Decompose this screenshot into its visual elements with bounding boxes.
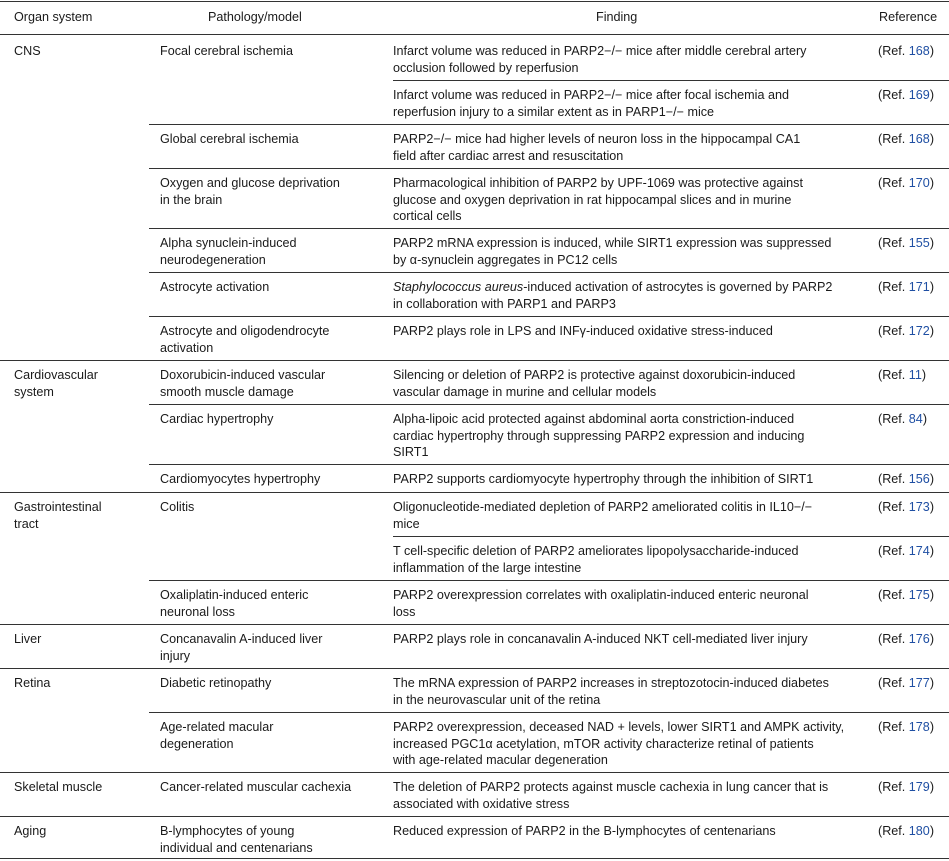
finding-cell: PARP2 overexpression, deceased NAD + levels, lower SIRT1 and AMPK activity, (393, 720, 845, 734)
finding-cell: associated with oxidative stress (393, 796, 570, 811)
pathology-cell: degeneration (160, 736, 234, 751)
reference-link[interactable]: 11 (908, 368, 922, 382)
finding-cell: increased PGC1α acetylation, mTOR activity characterize retinal of patients (393, 736, 814, 751)
reference-link[interactable]: 156 (908, 472, 930, 486)
finding-cell: field after cardiac arrest and resuscitation (393, 148, 624, 163)
pathology-cell: Oxygen and glucose deprivation (160, 176, 340, 190)
finding-cell: PARP2 overexpression correlates with oxaliplatin-induced enteric neuronal (393, 588, 809, 602)
finding-cell: in collaboration with PARP1 and PARP3 (393, 296, 616, 311)
pathology-cell: individual and centenarians (160, 840, 313, 855)
reference-cell: (Ref. 173) (878, 500, 935, 514)
reference-link[interactable]: 180 (908, 824, 930, 838)
species-name: Staphylococcus aureus (393, 280, 524, 294)
reference-cell: (Ref. 168) (878, 132, 935, 146)
finding-cell: occlusion followed by reperfusion (393, 60, 579, 75)
table-bottom-rule (0, 858, 949, 859)
finding-cell: PARP2 mRNA expression is induced, while SIRT1 expression was suppressed (393, 236, 832, 250)
finding-cell: SIRT1 (393, 445, 429, 459)
finding-cell: T cell-specific deletion of PARP2 ameliorates lipopolysaccharide-induced (393, 544, 799, 558)
organ-system-cell: Retina (14, 676, 51, 690)
finding-cell: PARP2 plays role in concanavalin A-induced NKT cell-mediated liver injury (393, 632, 808, 646)
row-rule (0, 492, 949, 493)
finding-cell: Staphylococcus aureus-induced activation of astrocytes is governed by PARP2 (393, 280, 833, 294)
finding-cell: cardiac hypertrophy through suppressing PARP2 expression and inducing (393, 428, 805, 443)
pathology-cell: Cancer-related muscular cachexia (160, 780, 352, 794)
finding-cell: inflammation of the large intestine (393, 560, 582, 575)
row-rule (149, 124, 949, 125)
finding-cell: mice (393, 516, 420, 531)
reference-cell: (Ref. 84) (878, 412, 928, 426)
reference-link[interactable]: 173 (908, 500, 930, 514)
row-rule (0, 360, 949, 361)
reference-cell: (Ref. 172) (878, 324, 935, 338)
finding-cell: Alpha-lipoic acid protected against abdominal aorta constriction-induced (393, 412, 795, 426)
finding-cell: Reduced expression of PARP2 in the B-lymphocytes of centenarians (393, 824, 776, 838)
pathology-cell: Diabetic retinopathy (160, 676, 272, 690)
reference-cell: (Ref. 11) (878, 368, 927, 382)
header-finding: Finding (596, 10, 638, 24)
row-rule (0, 624, 949, 625)
organ-system-cell: Gastrointestinal (14, 500, 102, 514)
row-rule (0, 772, 949, 773)
pathology-cell: smooth muscle damage (160, 384, 294, 399)
reference-cell: (Ref. 155) (878, 236, 935, 250)
finding-cell: in the neurovascular unit of the retina (393, 692, 601, 707)
reference-cell: (Ref. 175) (878, 588, 935, 602)
row-rule (149, 228, 949, 229)
pathology-cell: Astrocyte and oligodendrocyte (160, 324, 330, 338)
reference-cell: (Ref. 168) (878, 44, 935, 58)
row-rule (149, 464, 949, 465)
pathology-cell: neurodegeneration (160, 252, 266, 267)
pathology-cell: Cardiomyocytes hypertrophy (160, 472, 321, 486)
header-reference: Reference (879, 10, 938, 24)
reference-cell: (Ref. 170) (878, 176, 935, 190)
reference-link[interactable]: 168 (908, 132, 930, 146)
header-organ-system: Organ system (14, 10, 93, 24)
reference-cell: (Ref. 178) (878, 720, 935, 734)
table-top-rule (0, 1, 949, 2)
row-rule (149, 580, 949, 581)
organ-system-cell: Aging (14, 824, 47, 838)
reference-cell: (Ref. 171) (878, 280, 935, 294)
finding-cell: The deletion of PARP2 protects against muscle cachexia in lung cancer that is (393, 780, 829, 794)
organ-system-cell: tract (14, 516, 39, 531)
row-rule (149, 168, 949, 169)
row-rule (0, 668, 949, 669)
reference-link[interactable]: 178 (908, 720, 930, 734)
finding-cell: PARP2 plays role in LPS and INFγ-induced oxidative stress-induced (393, 324, 773, 338)
finding-cell: vascular damage in murine and cellular models (393, 384, 657, 399)
finding-cell: Oligonucleotide-mediated depletion of PARP2 ameliorated colitis in IL10−/− (393, 500, 813, 514)
pathology-cell: Astrocyte activation (160, 280, 270, 294)
pathology-cell: Doxorubicin-induced vascular (160, 368, 326, 382)
finding-cell: reperfusion injury to a similar extent as in PARP1−/− mice (393, 104, 715, 119)
reference-link[interactable]: 171 (908, 280, 930, 294)
row-rule (393, 80, 949, 81)
pathology-cell: neuronal loss (160, 604, 235, 619)
reference-cell: (Ref. 176) (878, 632, 935, 646)
finding-cell: with age-related macular degeneration (393, 753, 608, 767)
organ-system-cell: system (14, 384, 54, 399)
reference-cell: (Ref. 169) (878, 88, 935, 102)
pathology-cell: B-lymphocytes of young (160, 824, 295, 838)
pathology-cell: in the brain (160, 192, 223, 207)
reference-link[interactable]: 168 (908, 44, 930, 58)
reference-cell: (Ref. 174) (878, 544, 935, 558)
reference-link[interactable]: 169 (908, 88, 930, 102)
finding-cell: Infarct volume was reduced in PARP2−/− mice after focal ischemia and (393, 88, 789, 102)
reference-link[interactable]: 172 (908, 324, 930, 338)
pathology-cell: Age-related macular (160, 720, 274, 734)
reference-link[interactable]: 170 (908, 176, 930, 190)
pathology-cell: Global cerebral ischemia (160, 132, 299, 146)
organ-system-cell: CNS (14, 44, 41, 58)
header-pathology-model: Pathology/model (208, 10, 302, 24)
organ-system-cell: Cardiovascular (14, 368, 98, 382)
reference-link[interactable]: 175 (908, 588, 930, 602)
reference-cell: (Ref. 180) (878, 824, 935, 838)
header-rule (0, 34, 949, 35)
reference-link[interactable]: 84 (908, 412, 923, 426)
row-rule (393, 536, 949, 537)
finding-cell: Infarct volume was reduced in PARP2−/− mice after middle cerebral artery (393, 44, 807, 58)
reference-link[interactable]: 155 (908, 236, 930, 250)
pathology-cell: Concanavalin A-induced liver (160, 632, 323, 646)
reference-link[interactable]: 179 (908, 780, 930, 794)
reference-link[interactable]: 174 (908, 544, 930, 558)
finding-cell: cortical cells (393, 209, 462, 223)
finding-cell: PARP2−/− mice had higher levels of neuron loss in the hippocampal CA1 (393, 132, 801, 146)
pathology-cell: Colitis (160, 500, 195, 514)
reference-link[interactable]: 176 (908, 632, 930, 646)
pathology-cell: Cardiac hypertrophy (160, 412, 274, 426)
reference-link[interactable]: 177 (908, 676, 930, 690)
finding-cell: Pharmacological inhibition of PARP2 by UPF-1069 was protective against (393, 176, 803, 190)
finding-cell: PARP2 supports cardiomyocyte hypertrophy through the inhibition of SIRT1 (393, 472, 814, 486)
reference-cell: (Ref. 179) (878, 780, 935, 794)
row-rule (0, 816, 949, 817)
finding-cell: Silencing or deletion of PARP2 is protective against doxorubicin-induced (393, 368, 796, 382)
finding-cell: loss (393, 604, 416, 619)
reference-cell: (Ref. 177) (878, 676, 935, 690)
row-rule (149, 712, 949, 713)
pathology-cell: activation (160, 340, 214, 355)
row-rule (149, 404, 949, 405)
finding-cell: glucose and oxygen deprivation in rat hippocampal slices and in murine (393, 192, 792, 207)
row-rule (149, 272, 949, 273)
pathology-cell: Focal cerebral ischemia (160, 44, 293, 58)
finding-cell: The mRNA expression of PARP2 increases in streptozotocin-induced diabetes (393, 676, 829, 690)
organ-system-cell: Skeletal muscle (14, 780, 103, 794)
finding-cell: by α-synuclein aggregates in PC12 cells (393, 252, 618, 267)
reference-cell: (Ref. 156) (878, 472, 935, 486)
pathology-cell: Oxaliplatin-induced enteric (160, 588, 309, 602)
pathology-cell: injury (160, 648, 191, 663)
row-rule (149, 316, 949, 317)
organ-system-cell: Liver (14, 632, 42, 646)
pathology-cell: Alpha synuclein-induced (160, 236, 297, 250)
